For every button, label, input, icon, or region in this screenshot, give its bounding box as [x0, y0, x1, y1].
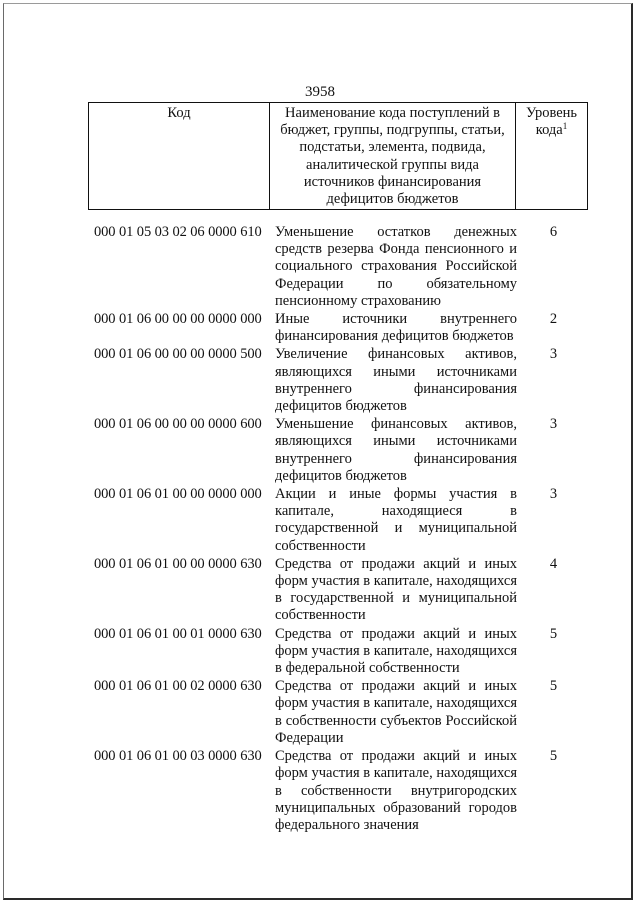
row-code: 000 01 05 03 02 06 0000 610 — [94, 224, 262, 240]
row-level: 4 — [549, 555, 558, 572]
row-level: 5 — [549, 748, 558, 765]
header-level — [516, 103, 588, 210]
row-code: 000 01 06 01 00 03 0000 630 — [94, 748, 262, 765]
row-code: 000 01 06 01 00 00 0000 630 — [94, 555, 262, 572]
row-level: 5 — [549, 678, 558, 695]
row-name: Средства от продажи акций и иных форм участия в капитале, находящихся в федеральной собственности — [275, 625, 517, 677]
table-row — [94, 556, 590, 625]
code-list — [94, 224, 590, 835]
row-code: 000 01 06 00 00 00 0000 500 — [94, 346, 262, 363]
table-row — [94, 626, 590, 678]
row-level: 3 — [549, 346, 558, 363]
row-name: Средства от продажи акций и иных форм участия в капитале, находящихся в собственности внутригородских муниципальных образований городов федерального значения — [275, 748, 517, 833]
row-code: 000 01 06 01 00 00 0000 000 — [94, 486, 262, 503]
footnote-marker: 1 — [562, 121, 568, 132]
page-number: 3958 — [305, 84, 335, 100]
table-row — [94, 346, 590, 415]
row-name: Средства от продажи акций и иных форм участия в капитале, находящихся в государственной и муниципальной собственности — [275, 555, 517, 624]
table-row — [94, 311, 590, 345]
header-row — [89, 103, 588, 210]
row-level: 6 — [549, 224, 558, 240]
row-name: Увеличение финансовых активов, являющихся иными источниками внутреннего финансирования дефицитов бюджетов — [275, 346, 517, 415]
header-code — [89, 103, 270, 210]
row-name: Уменьшение финансовых активов, являющихся иными источниками внутреннего финансирования дефицитов бюджетов — [275, 416, 517, 484]
row-name: Акции и иные формы участия в капитале, находящиеся в государственной и муниципальной собственности — [275, 486, 517, 554]
row-name: Средства от продажи акций и иных форм участия в капитале, находящихся в собственности субъектов Российской Федерации — [275, 678, 517, 746]
header-level-label: Уровень кода — [525, 105, 578, 139]
header-code-label: Код — [167, 105, 191, 121]
header-name-label: Наименование кода поступлений в бюджет, группы, подгруппы, статьи, подстатьи, элемента, подвида, аналитической группы вида источников финансирования дефицитов бюджетов — [280, 105, 505, 208]
row-level: 2 — [549, 311, 558, 328]
table-row — [94, 224, 590, 310]
row-code: 000 01 06 01 00 01 0000 630 — [94, 625, 262, 642]
header-name — [270, 103, 516, 210]
row-code: 000 01 06 00 00 00 0000 600 — [94, 416, 262, 433]
table-row — [94, 748, 590, 834]
row-level: 3 — [549, 416, 558, 433]
table-row — [94, 416, 590, 485]
header-table — [88, 102, 588, 210]
row-level: 3 — [549, 486, 558, 503]
table-row — [94, 486, 590, 555]
row-name: Уменьшение остатков денежных средств резерва Фонда пенсионного и социального страхования Российской Федерации по обязательному пенсионному страхованию — [275, 224, 517, 309]
table-row — [94, 678, 590, 747]
row-level: 5 — [549, 625, 558, 642]
row-code: 000 01 06 00 00 00 0000 000 — [94, 311, 262, 328]
row-code: 000 01 06 01 00 02 0000 630 — [94, 678, 262, 695]
row-name: Иные источники внутреннего финансирования дефицитов бюджетов — [275, 311, 517, 345]
